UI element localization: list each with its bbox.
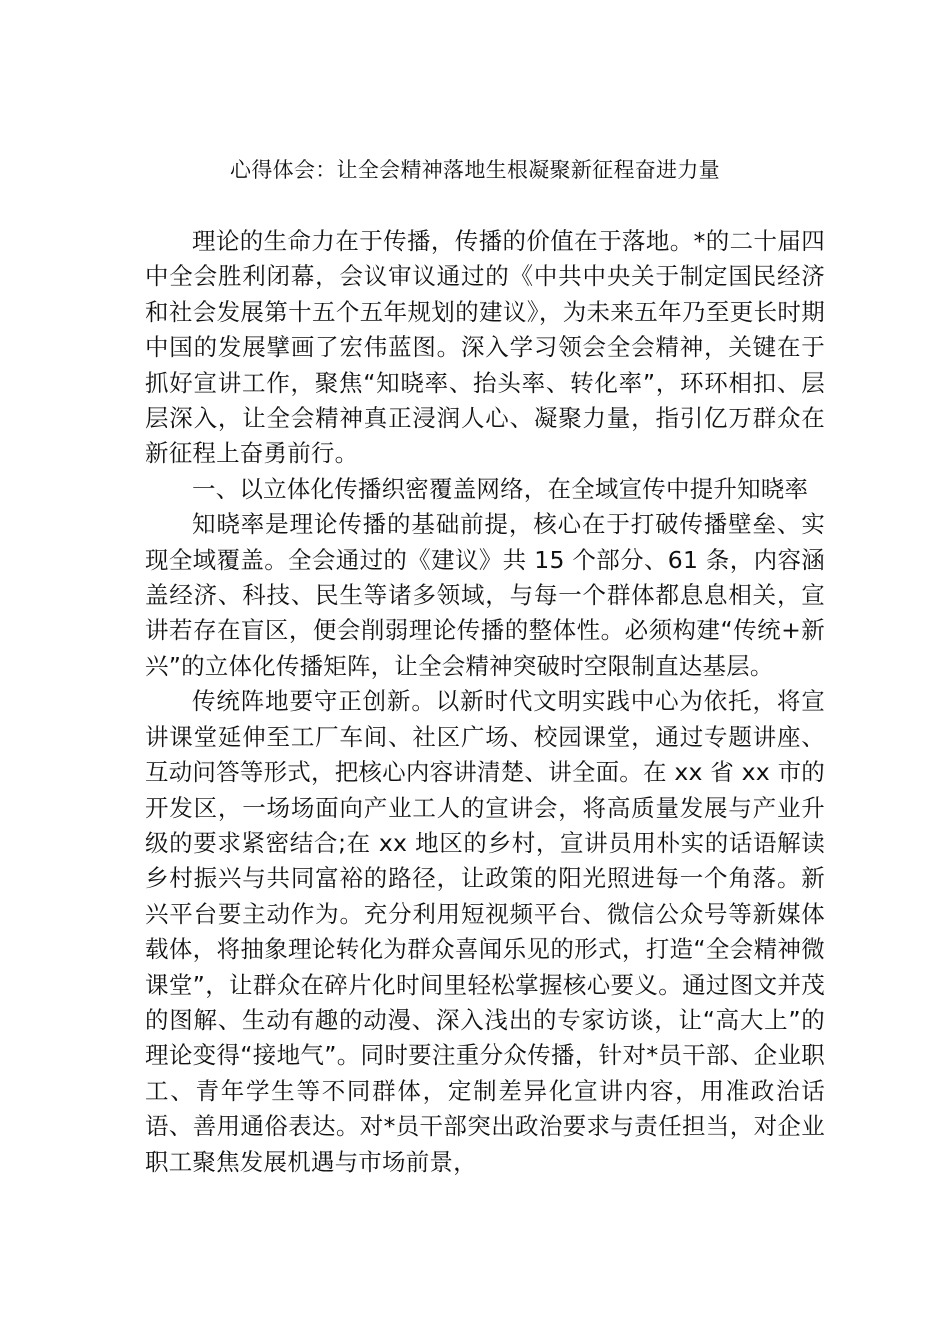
paragraph-intro: 理论的生命力在于传播，传播的价值在于落地。*的二十届四中全会胜利闭幕，会议审议通过的《中共中央关于制定国民经济和社会发展第十五个五年规划的建议》，为未来五年乃至更长时期中国的发展擘画了宏伟蓝图。深入学习领会全会精神，关键在于抓好宣讲工作，聚焦“知晓率、抬头率、转化率”，环环相扣、层层深入，让全会精神真正浸润人心、凝聚力量，指引亿万群众在新征程上奋勇前行。 xyxy=(145,227,825,468)
document-body xyxy=(145,224,825,1180)
document-title: 心得体会：让全会精神落地生根凝聚新征程奋进力量 xyxy=(230,158,720,182)
section-heading-1: 一、以立体化传播织密覆盖网络，在全域宣传中提升知晓率 xyxy=(192,474,809,503)
paragraph-awareness: 知晓率是理论传播的基础前提，核心在于打破传播壁垒、实现全域覆盖。全会通过的《建议》共 15 个部分、61 条，内容涵盖经济、科技、民生等诸多领域，与每一个群体都息息相关，宣讲若存在盲区，便会削弱理论传播的整体性。必须构建“传统+新兴”的立体化传播矩阵，让全会精神突破时空限制直达基层。 xyxy=(145,510,825,680)
paragraph-traditional-positions: 传统阵地要守正创新。以新时代文明实践中心为依托，将宣讲课堂延伸至工厂车间、社区广场、校园课堂，通过专题讲座、互动问答等形式，把核心内容讲清楚、讲全面。在 xx 省 xx 市的开发区，一场场面向产业工人的宣讲会，将高质量发展与产业升级的要求紧密结合;在 xx 地区的乡村，宣讲员用朴实的话语解读乡村振兴与共同富裕的路径，让政策的阳光照进每一个角落。新兴平台要主动作为。充分利用短视频平台、微信公众号等新媒体载体，将抽象理论转化为群众喜闻乐见的形式，打造“全会精神微课堂”，让群众在碎片化时间里轻松掌握核心要义。通过图文并茂的图解、生动有趣的动漫、深入浅出的专家访谈，让“高大上”的理论变得“接地气”。同时要注重分众传播，针对*员干部、企业职工、青年学生等不同群体，定制差异化宣讲内容，用准政治话语、善用通俗表达。对*员干部突出政治要求与责任担当，对企业职工聚焦发展机遇与市场前景， xyxy=(145,687,825,1176)
